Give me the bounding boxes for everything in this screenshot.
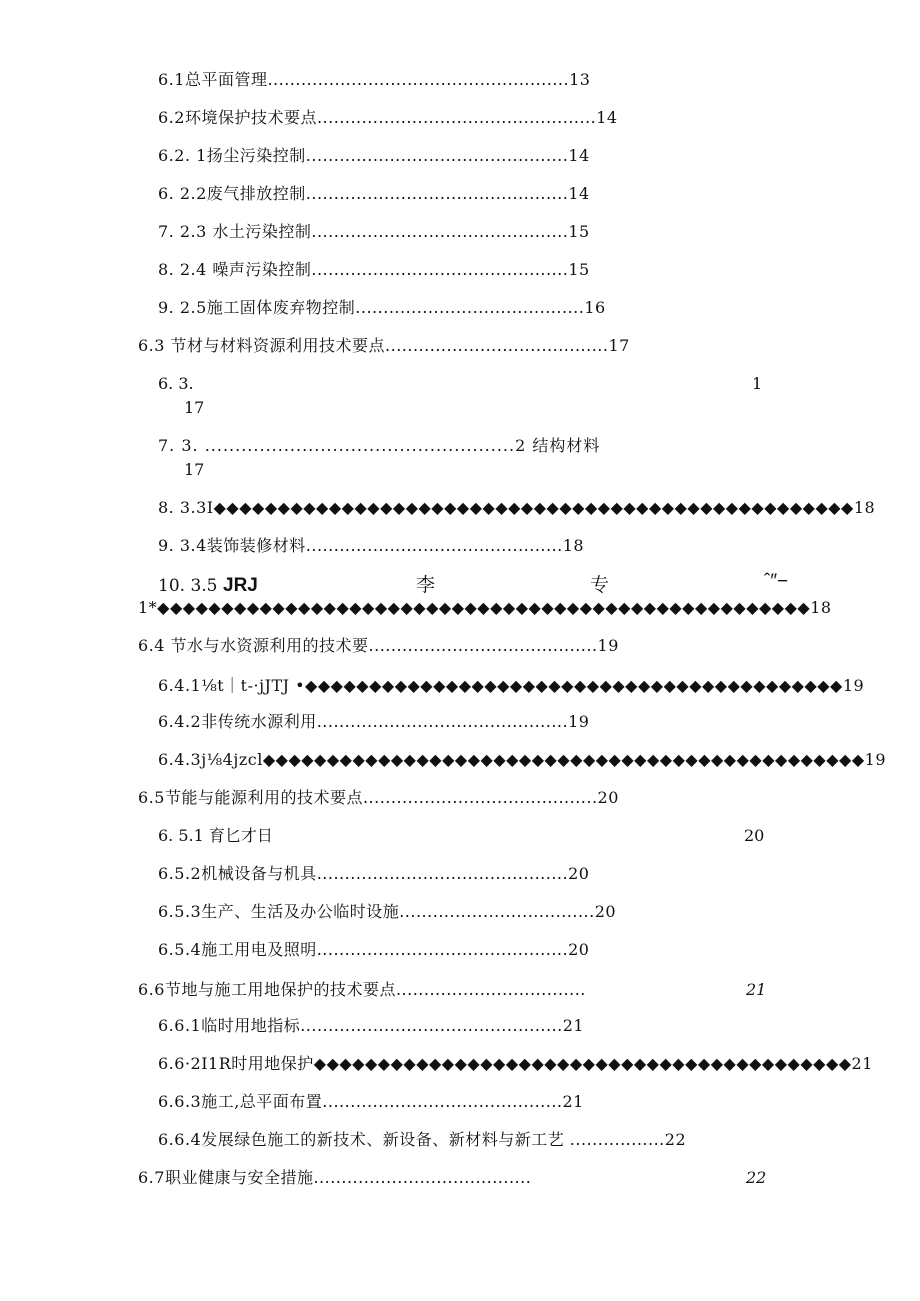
toc-line[interactable]: 6.4.3j⅛4jzcl◆◆◆◆◆◆◆◆◆◆◆◆◆◆◆◆◆◆◆◆◆◆◆◆◆◆◆◆◆◆◆◆◆◆◆◆◆◆◆◆◆◆◆◆◆◆◆19 <box>158 750 887 769</box>
toc-line[interactable]: 6.5.4施工用电及照明.............................................20 <box>158 940 590 959</box>
toc-line[interactable]: 6.2. 1扬尘污染控制...............................................14 <box>158 146 590 165</box>
toc-line[interactable]: 6.6·2I1R时用地保护◆◆◆◆◆◆◆◆◆◆◆◆◆◆◆◆◆◆◆◆◆◆◆◆◆◆◆◆◆◆◆◆◆◆◆◆◆◆◆◆◆◆21 <box>158 1054 873 1073</box>
toc-line-fragment[interactable]: 6. 5.1 育匕才日 <box>158 826 273 845</box>
toc-line[interactable]: 6.6.1临时用地指标...............................................21 <box>158 1016 585 1035</box>
toc-line[interactable]: 6.5.3生产、生活及办公临时设施...................................20 <box>158 902 617 921</box>
toc-line[interactable]: 6.2环境保护技术要点..................................................14 <box>158 108 618 127</box>
toc-line-fragment[interactable]: 10. 3.5 <box>158 576 218 596</box>
toc-line-fragment[interactable]: 7. 3. ...................................................2 结构材料 <box>158 436 601 455</box>
toc-line-fragment: 专 <box>590 575 610 596</box>
page-number: 22 <box>746 1168 767 1187</box>
toc-line[interactable]: 6.4 节水与水资源利用的技术要.........................................19 <box>138 636 619 655</box>
page-number: 21 <box>746 980 767 999</box>
toc-line[interactable]: 6.6.4发展绿色施工的新技术、新设备、新材料与新工艺 .................22 <box>158 1130 687 1149</box>
toc-line[interactable]: 8. 3.3I◆◆◆◆◆◆◆◆◆◆◆◆◆◆◆◆◆◆◆◆◆◆◆◆◆◆◆◆◆◆◆◆◆◆◆◆◆◆◆◆◆◆◆◆◆◆◆◆◆◆18 <box>158 498 876 517</box>
toc-line[interactable]: 6.5节能与能源利用的技术要点..........................................20 <box>138 788 619 807</box>
toc-line-fragment: ˆ″− <box>764 571 789 592</box>
toc-line[interactable]: 6.5.2机械设备与机具.............................................20 <box>158 864 590 883</box>
toc-line[interactable]: 7. 2.3 水土污染控制..............................................15 <box>158 222 590 241</box>
toc-line[interactable]: 8. 2.4 噪声污染控制..............................................15 <box>158 260 590 279</box>
toc-line[interactable]: 6.7职业健康与安全措施....................................... <box>138 1168 532 1187</box>
toc-line-fragment: 20 <box>744 826 765 845</box>
toc-line-fragment: 1 <box>752 374 763 393</box>
toc-line[interactable]: 6.4.1⅛t｜t-·jJTJ •◆◆◆◆◆◆◆◆◆◆◆◆◆◆◆◆◆◆◆◆◆◆◆◆◆◆◆◆◆◆◆◆◆◆◆◆◆◆◆◆◆◆19 <box>158 676 865 695</box>
toc-line-fragment: 17 <box>184 460 205 479</box>
toc-line[interactable]: 9. 2.5施工固体废弃物控制.........................................16 <box>158 298 606 317</box>
toc-line-fragment: 李 <box>416 575 436 596</box>
toc-line[interactable]: 6.6节地与施工用地保护的技术要点.................................. <box>138 980 586 999</box>
toc-line-fragment: 1*◆◆◆◆◆◆◆◆◆◆◆◆◆◆◆◆◆◆◆◆◆◆◆◆◆◆◆◆◆◆◆◆◆◆◆◆◆◆◆◆◆◆◆◆◆◆◆◆◆◆◆18 <box>138 598 832 617</box>
toc-line[interactable]: 6.3 节材与材料资源利用技术要点........................................17 <box>138 336 630 355</box>
toc-line-fragment[interactable]: 6. 3. <box>158 374 194 393</box>
toc-line[interactable]: 9. 3.4装饰装修材料..............................................18 <box>158 536 585 555</box>
toc-line[interactable]: 6. 2.2废气排放控制...............................................14 <box>158 184 590 203</box>
toc-line-fragment: JRJ <box>223 575 258 596</box>
toc-line[interactable]: 6.6.3施工,总平面布置...........................................21 <box>158 1092 584 1111</box>
toc-line[interactable]: 6.1总平面管理......................................................13 <box>158 70 591 89</box>
toc-line[interactable]: 6.4.2非传统水源利用.............................................19 <box>158 712 590 731</box>
toc-line-fragment: 17 <box>184 398 205 417</box>
